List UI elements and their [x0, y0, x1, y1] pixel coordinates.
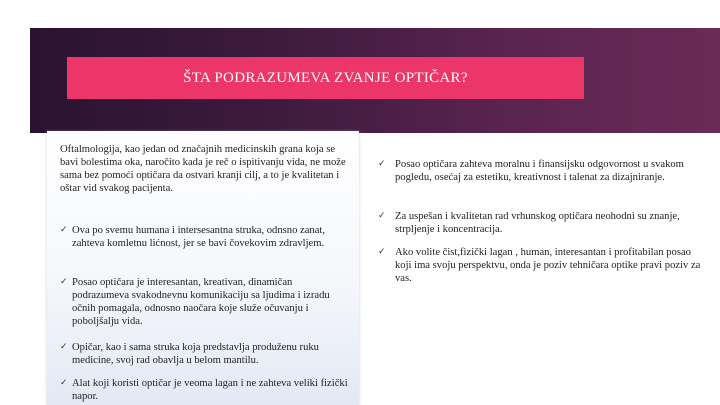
checkmark-icon: ✓ — [378, 211, 386, 221]
bullet-text: Opičar, kao i sama struka koja predstavlja produženu ruku medicine, svoj rad obavlja u belom mantilu. — [72, 342, 319, 366]
checkmark-icon: ✓ — [60, 342, 68, 352]
bullet-text: Posao optičara zahteva moralnu i finansijsku odgovornost u svakom pogledu, osećaj za estetiku, kreativnost i talenat za dizajniranje. — [395, 159, 684, 183]
title-box — [67, 57, 584, 99]
checkmark-icon: ✓ — [60, 225, 68, 235]
checkmark-icon: ✓ — [378, 247, 386, 257]
bullet-text: Alat koji koristi optičar je veoma lagan i ne zahteva veliki fizički napor. — [72, 378, 348, 402]
list-item — [60, 341, 352, 367]
checkmark-icon: ✓ — [378, 159, 386, 169]
intro-paragraph: Oftalmologija, kao jedan od značajnih medicinskih grana koja se bavi bolestima oka, naročito kada je reč o ispitivanju vida, ne može sama bez pomoći optičara da ostvari kranji cilj, a to je kvalitetan i oštar vid svakog pacijenta. — [60, 144, 346, 194]
bullet-text: Ako volite čist,fizički lagan , human, interesantan i profitabilan posao koji ima svoju perspektvu, onda je poziv tehničara optike pravi poziv za vas. — [395, 247, 701, 284]
list-item — [60, 377, 352, 403]
list-item — [378, 158, 703, 184]
list-item — [378, 246, 703, 285]
bullet-text: Posao optičara je interesantan, kreativan, dinamičan podrazumeva svakodnevnu komunikaciju sa ljudima i izradu očnih pomagala, odnosno naočara koje služe očuvanju i poboljšalju vida. — [72, 277, 330, 327]
list-item — [60, 224, 352, 250]
list-item — [60, 276, 352, 328]
bullet-text: Za uspešan i kvalitetan rad vrhunskog optičara neohodni su znanje, strpljenje i koncentracija. — [395, 211, 680, 235]
checkmark-icon: ✓ — [60, 378, 68, 388]
left-text-panel — [47, 131, 359, 405]
list-item — [378, 210, 703, 236]
bullet-text: Ova po svemu humana i intersesantna struka, odnsno zanat, zahteva komletnu lićnost, jer se bavi čovekovim zdravljem. — [72, 225, 326, 249]
checkmark-icon: ✓ — [60, 277, 68, 287]
slide-title: ŠTA PODRAZUMEVA ZVANJE OPTIČAR? — [183, 69, 468, 86]
